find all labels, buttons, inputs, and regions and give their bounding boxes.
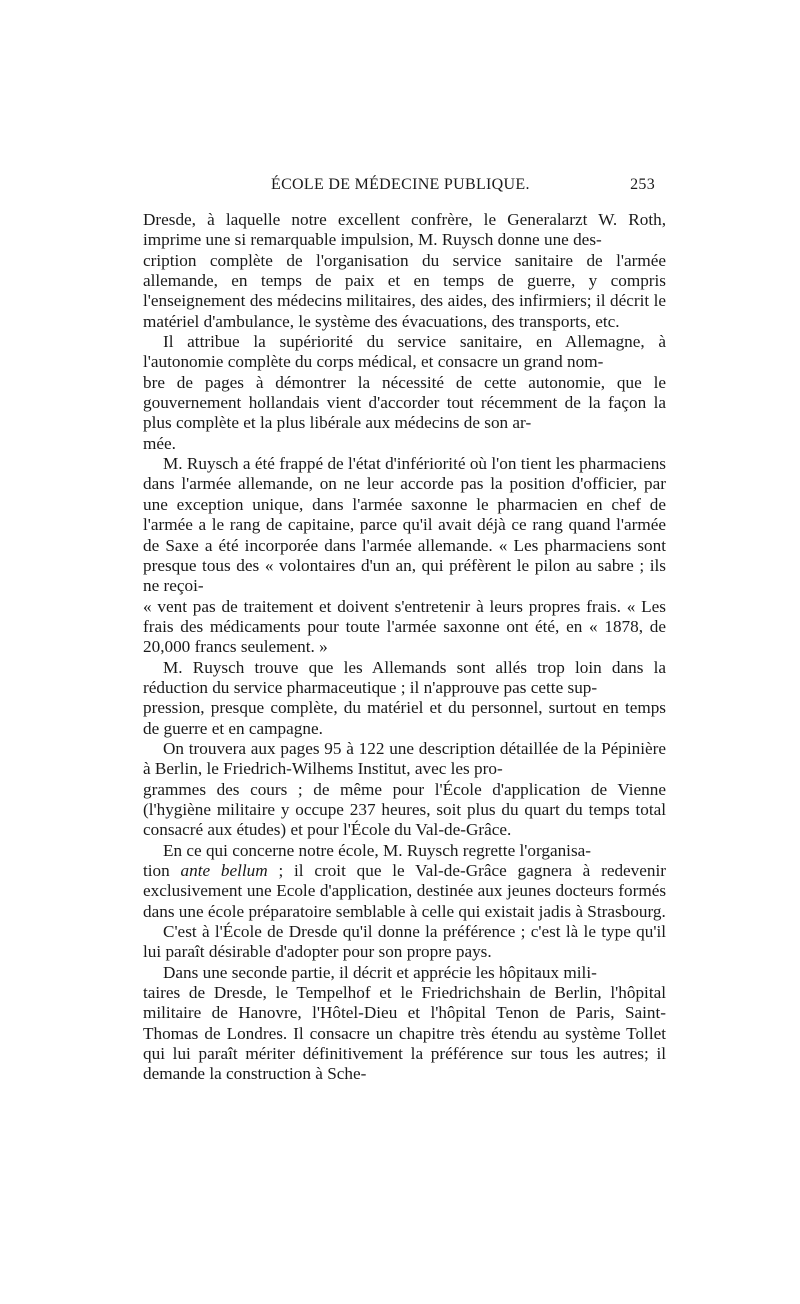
text-line: position d'officier, par une exception unique, dans l'armée saxonne [143,474,666,514]
text-line: il décrit le matériel d'ambulance, le système des évacuations, des [143,291,666,331]
paragraph: On trouvera aux pages 95 à 122 une description détaillée de la Pépinière à Berlin, le Friedrich-Wilhems Institut, avec les pro- grammes des cours ; de même pour l'École d'application de Vienne (l'hygiène militaire y occupe 237 heures, soit plus du quart du temps total consacré aux études) et pour l'École du Val-de-Grâce. [143,738,667,840]
text-line: mée. [143,433,176,453]
text-line: l'enseignement des médecins militaires, des aides, des infirmiers; [143,291,592,311]
text-line: bre de pages à démontrer la nécessité de cette autonomie, que le [143,372,666,392]
text-line: (l'hygiène militaire y occupe 237 heures, soit plus du quart du [143,799,583,819]
paragraph [143,922,666,963]
text-line: le pharmacien en chef de l'armée a le rang de capitaine, parce [143,494,666,535]
text-line: « Les frais des médicaments pour toute l'armée saxonne ont été, en [143,596,666,636]
text-line: pression, presque complète, du matériel et du personnel, surtout [143,698,597,718]
paragraph: M. Ruysch trouve que les Allemands sont allés trop loin dans la réduction du service pharmaceutique ; il n'approuve pas cette sup- pression, presque complète, du matériel et du personnel, surtout en temps de guerre et en campagne. [143,657,666,738]
text-line: Il attribue la supériorité du service sanitaire, en Allemagne, à [163,332,666,352]
body-text [143,210,666,1085]
text-line: grammes des cours ; de même pour l'École d'application de Vienne [143,779,666,799]
text-line: M. Ruysch a été frappé de l'état d'infériorité où l'on tient les [163,454,575,474]
page-number: 253 [630,176,655,193]
text-line: formés dans une école préparatoire semblable à celle qui existait [143,881,667,921]
text-line: l'autonomie complète du corps médical, et consacre un grand nom [143,352,598,372]
text-line: façon la plus complète et la plus libérale aux médecins de son ar [143,393,666,433]
text-line: On trouvera aux pages 95 à 122 une description détaillée de la [163,738,597,758]
text-line: exclusivement une Ecole d'application, destinée aux jeunes docteurs [143,881,614,901]
text-line: transports, etc. [518,311,620,331]
text-line: réduction du service pharmaceutique ; il n'approuve pas cette sup [143,677,592,697]
text-line: taires de Dresde, le Tempelhof et le Friedrichshain de Berlin, [143,983,602,1003]
text-line: en temps de guerre et en campagne. [143,698,666,738]
paragraph: En ce qui concerne notre école, M. Ruysch regrette l'organisa- tion ante bellum ; il croit que le Val-de-Grâce gagnera à redevenir exclusivement une Ecole d'application, destinée aux jeunes docteurs formés dans une école préparatoire semblable à celle qui existait jadis à Strasbourg. [143,840,667,921]
text-line: « vent pas de traitement et doivent s'entretenir à leurs propres frais. [143,596,621,616]
text-line: M. Ruysch trouve que les Allemands sont allés trop loin dans la [163,657,666,677]
text-line: En ce qui concerne notre école, M. Ruysch regrette l'organisa [163,840,586,860]
text-line: tion ante bellum ; il croit que le Val-de-Grâce gagnera à redevenir [143,861,666,880]
paragraph: Il attribue la supériorité du service sanitaire, en Allemagne, à l'autonomie complète du corps médical, et consacre un grand nom- bre de pages à démontrer la nécessité de cette autonomie, que le gouvernement hollandais vient d'accorder tout récemment de la façon la plus complète et la plus libérale aux médecins de son ar- mée. [143,332,666,453]
text-line: jadis à Strasbourg. [538,901,666,921]
text-line: « 1878, de 20,000 francs seulement. » [143,616,666,657]
text-line: pharmaciens dans l'armée allemande, on ne leur accorde pas la [143,454,666,494]
paragraph: Dresde, à laquelle notre excellent confrère, le Generalarzt W. Roth, imprime une si remarquable impulsion, M. Ruysch donne une des- cription complète de l'organisation du service sanitaire de l'armée allemande, en temps de paix et en temps de guerre, y compris l'enseignement des médecins militaires, des aides, des infirmiers; il décrit le matériel d'ambulance, le système des évacuations, des transports, etc. [143,210,666,331]
running-title: ÉCOLE DE MÉDECINE PUBLIQUE. [271,176,530,193]
text-line: gouvernement hollandais vient d'accorder tout récemment de la [143,393,601,413]
text-line: Pépinière à Berlin, le Friedrich-Wilhems Institut, avec les pro [143,738,667,779]
text-line: type qu'il lui paraît désirable d'adopter pour son propre pays. [143,922,666,962]
text-line: étendu au système Tollet qui lui paraît mériter définitivement la [143,1023,666,1064]
text-line: C'est à l'École de Dresde qu'il donne la préférence ; c'est là le [163,922,596,942]
text-line: « volontaires d'un an, qui préfèrent le pilon au sabre ; ils ne reçoi [143,555,666,596]
text-line: allemande, en temps de paix et en temps de guerre, y compris [143,271,666,291]
text-line: Paris, Saint-Thomas de Londres. Il consacre un chapitre très [143,1003,666,1043]
text-line: qu'il avait déjà ce rang quand l'armée de Saxe a été incorporée [143,515,666,555]
paragraph: M. Ruysch a été frappé de l'état d'infériorité où l'on tient les pharmaciens dans l'armée allemande, on ne leur accorde pas la position d'officier, par une exception unique, dans l'armée saxonne le pharmacien en chef de l'armée a le rang de capitaine, parce qu'il avait déjà ce rang quand l'armée de Saxe a été incorporée dans l'armée allemande. « Les pharmaciens sont presque tous des « volontaires d'un an, qui préfèrent le pilon au sabre ; ils ne reçoi- « vent pas de traitement et doivent s'entretenir à leurs propres frais. « Les frais des médicaments pour toute l'armée saxonne ont été, en « 1878, de 20,000 francs seulement. » [143,454,666,657]
text-line: temps total consacré aux études) et pour l'École du Val-de-Grâce. [143,799,667,840]
text-line: Dresde, à laquelle notre excellent confrère, le Generalarzt W. Roth, [143,210,666,229]
running-head [143,176,655,198]
text-line: Dans une seconde partie, il décrit et apprécie les hôpitaux mili [163,962,592,982]
text-line: l'hôpital militaire de Hanovre, l'Hôtel-Dieu et l'hôpital Tenon de [143,983,667,1023]
text-line: cription complète de l'organisation du service sanitaire de l'armée [143,250,666,270]
text-line: dans l'armée allemande. « Les pharmaciens sont presque tous des [143,535,666,575]
paragraph: Dans une seconde partie, il décrit et apprécie les hôpitaux mili- taires de Dresde, le Tempelhof et le Friedrichshain de Berlin, l'hôpital militaire de Hanovre, l'Hôtel-Dieu et l'hôpital Tenon de Paris, Saint-Thomas de Londres. Il consacre un chapitre très étendu au système Tollet qui lui paraît mériter définitivement la préférence sur tous les autres; il demande la construction à Sche- [143,962,667,1084]
text-line: imprime une si remarquable impulsion, M. Ruysch donne une des [143,230,597,250]
text-line: préférence sur tous les autres; il demande la construction à Sche- [143,1044,666,1084]
